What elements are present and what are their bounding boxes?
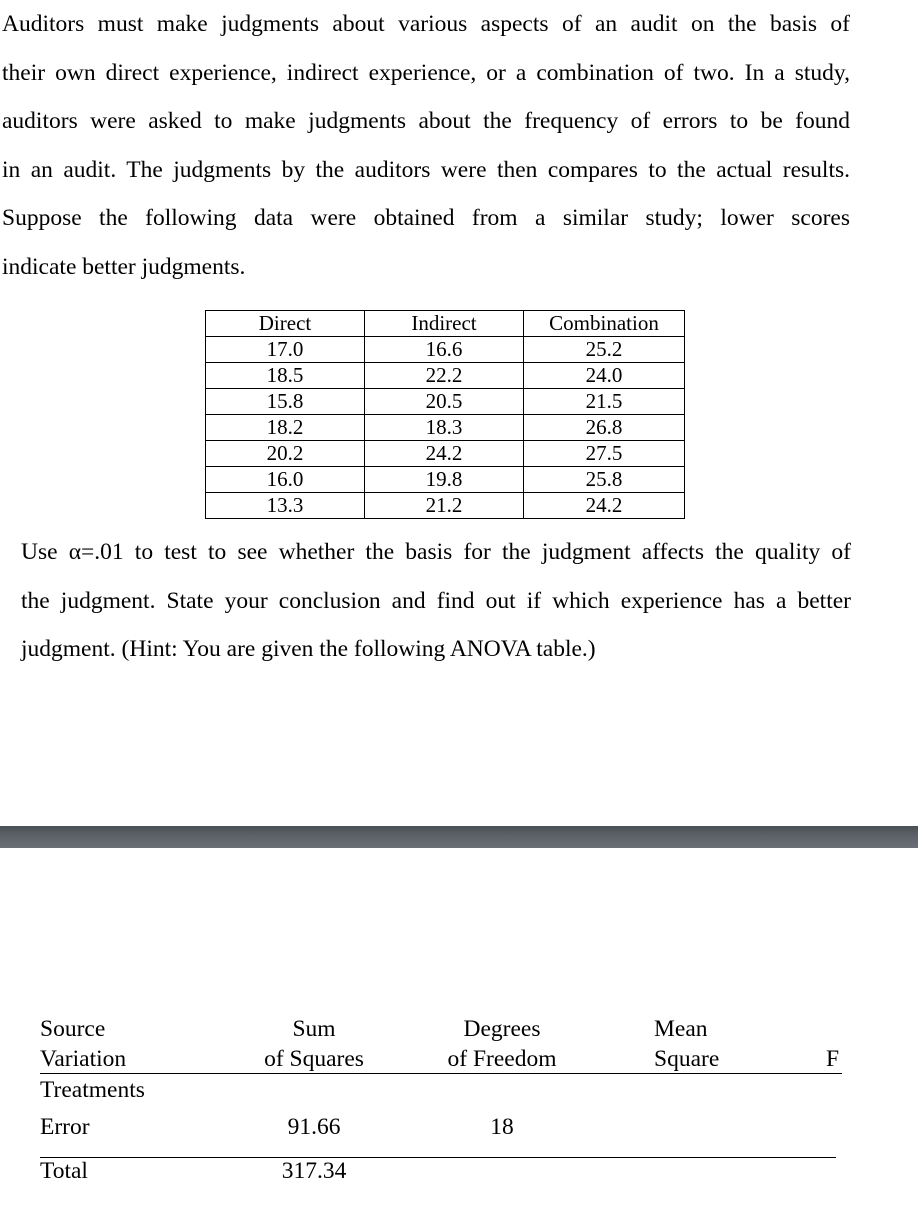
anova-row-error-source: Error [40, 1114, 90, 1140]
judgment-data-table [205, 310, 685, 519]
anova-row-total-source: Total [40, 1158, 88, 1184]
column-header-indirect: Indirect [365, 311, 524, 337]
anova-table [0, 1015, 918, 1212]
table-cell: 22.2 [365, 363, 524, 389]
table-cell: 20.2 [206, 441, 365, 467]
intro-line: indicate better judgments. [2, 253, 246, 280]
table-cell: 25.2 [524, 337, 685, 363]
table-cell: 13.3 [206, 493, 365, 519]
problem-intro [2, 0, 850, 291]
table-cell: 24.0 [524, 363, 685, 389]
table-row [206, 337, 685, 363]
anova-header-source-line1: Source [40, 1016, 106, 1042]
question-line: the judgment. State your conclusion and find out if which experience has a better [21, 587, 851, 614]
table-cell: 25.8 [524, 467, 685, 493]
question-line: judgment. (Hint: You are given the following ANOVA table.) [21, 636, 596, 662]
table-cell: 19.8 [365, 467, 524, 493]
table-row [206, 493, 685, 519]
table-cell: 18.2 [206, 415, 365, 441]
table-header-row [206, 311, 685, 337]
intro-line: Suppose the following data were obtained from a similar study; lower scores [2, 205, 850, 231]
anova-row-error-ss: 91.66 [287, 1114, 341, 1140]
table-cell: 16.0 [206, 467, 365, 493]
anova-header-ms-line1: Mean [654, 1016, 708, 1042]
anova-header-ss-line1: Sum [292, 1016, 336, 1042]
column-header-combination: Combination [524, 311, 685, 337]
table-cell: 24.2 [524, 493, 685, 519]
column-header-direct: Direct [206, 311, 365, 337]
anova-header-df-line1: Degrees [463, 1016, 541, 1042]
table-row [206, 467, 685, 493]
anova-row-error-df: 18 [490, 1114, 514, 1140]
table-row [206, 363, 685, 389]
anova-header-f: F [826, 1046, 840, 1072]
table-cell: 20.5 [365, 389, 524, 415]
table-cell: 26.8 [524, 415, 685, 441]
table-cell: 24.2 [365, 441, 524, 467]
anova-header-source-line2: Variation [40, 1046, 127, 1072]
table-cell: 21.5 [524, 389, 685, 415]
intro-line: auditors were asked to make judgments about the frequency of errors to be found [2, 108, 850, 134]
intro-line: Auditors must make judgments about various aspects of an audit on the basis of [2, 11, 850, 37]
problem-question [21, 528, 851, 674]
anova-row-total-ss: 317.34 [281, 1158, 347, 1184]
table-cell: 18.5 [206, 363, 365, 389]
anova-header-ms-line2: Square [654, 1046, 720, 1072]
table-cell: 18.3 [365, 415, 524, 441]
anova-header-ss-line2: of Squares [264, 1046, 364, 1072]
question-line: Use α=.01 to test to see whether the basis for the judgment affects the quality of [21, 539, 851, 565]
anova-row-treatments-source: Treatments [40, 1077, 145, 1103]
anova-header-df-line2: of Freedom [447, 1046, 557, 1072]
table-cell: 21.2 [365, 493, 524, 519]
table-cell: 16.6 [365, 337, 524, 363]
anova-header-rule [40, 1073, 842, 1074]
anova-total-rule [40, 1157, 836, 1158]
table-row [206, 389, 685, 415]
table-row [206, 415, 685, 441]
table-row [206, 441, 685, 467]
table-cell: 27.5 [524, 441, 685, 467]
section-divider-bar [0, 826, 918, 848]
table-cell: 15.8 [206, 389, 365, 415]
intro-line: their own direct experience, indirect experience, or a combination of two. In a study, [2, 59, 850, 86]
intro-line: in an audit. The judgments by the auditors were then compares to the actual results. [2, 156, 850, 183]
table-cell: 17.0 [206, 337, 365, 363]
